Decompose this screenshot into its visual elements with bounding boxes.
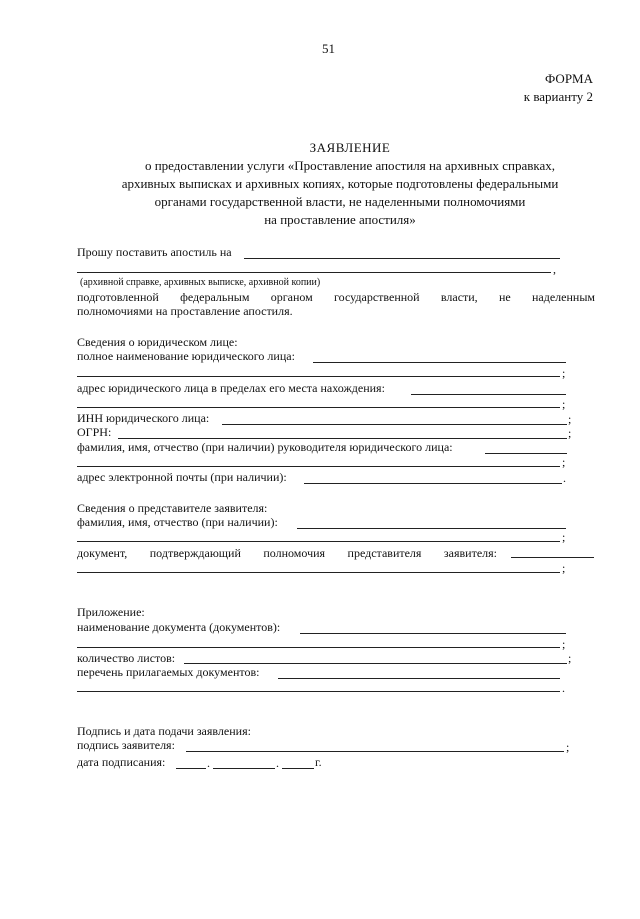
document-subtitle-line: архивных выписках и архивных копиях, которые подготовлены федеральными [121,176,559,191]
attachment-sheets-semicolon: ; [568,651,572,665]
request-label: Прошу поставить апостиль на [77,245,232,259]
head-name-field[interactable] [485,453,567,454]
attachment-doc-name-semicolon: ; [562,637,566,651]
full-name-semicolon: ; [562,366,566,380]
date-label: дата подписания: [77,755,166,769]
inn-label: ИНН юридического лица: [77,411,210,425]
page-number: 51 [322,41,335,56]
attachment-doc-name-field[interactable] [300,633,566,634]
representative-name-field-2[interactable] [77,541,560,542]
representative-document-field[interactable] [511,557,594,558]
request-hint: (архивной справке, архивных выписке, архивной копии) [80,277,321,288]
full-name-label: полное наименование юридического лица: [77,349,295,363]
request-text-line: подготовленной федеральным органом государственной власти, не наделенным [77,290,595,304]
address-semicolon: ; [562,397,566,411]
signature-semicolon: ; [566,740,570,754]
address-field-2[interactable] [77,407,560,408]
form-variant: к варианту 2 [523,89,593,104]
form-label: ФОРМА [545,71,593,86]
representative-document-field-2[interactable] [77,572,560,573]
request-comma: , [553,262,556,276]
attachment-doc-name-field-2[interactable] [77,647,560,648]
date-separator: . [207,756,210,770]
attachment-sheets-label: количество листов: [77,651,176,665]
attachment-doc-name-label: наименование документа (документов): [77,620,281,634]
email-period: . [563,471,566,485]
ogrn-label: ОГРН: [77,425,112,439]
ogrn-field[interactable] [118,438,567,439]
email-field[interactable] [304,483,562,484]
request-field-line-2[interactable] [77,272,551,273]
date-year-field[interactable] [282,768,314,769]
inn-semicolon: ; [568,412,572,426]
document-title: ЗАЯВЛЕНИЕ [309,140,391,155]
document-subtitle-line: о предоставлении услуги «Проставление апостиля на архивных справках, [144,158,556,173]
head-name-field-2[interactable] [77,466,560,467]
signature-label: подпись заявителя: [77,738,175,752]
full-name-field[interactable] [313,362,566,363]
attachment-list-label: перечень прилагаемых документов: [77,665,260,679]
date-day-field[interactable] [176,768,206,769]
request-text-line: полномочиями на проставление апостиля. [77,304,293,318]
document-subtitle-line: на проставление апостиля» [264,212,416,227]
date-separator: . [276,756,279,770]
ogrn-semicolon: ; [568,426,572,440]
attachment-list-period: . [562,681,565,695]
request-field-line[interactable] [244,258,560,259]
attachment-sheets-field[interactable] [184,663,567,664]
representative-document-label: документ, подтверждающий полномочия представителя заявителя: [77,546,497,560]
representative-heading: Сведения о представителе заявителя: [77,501,268,515]
attachment-list-field[interactable] [278,678,560,679]
representative-document-semicolon: ; [562,561,566,575]
address-field[interactable] [411,394,566,395]
date-month-field[interactable] [213,768,275,769]
attachment-heading: Приложение: [77,605,145,619]
full-name-field-2[interactable] [77,376,560,377]
representative-name-label: фамилия, имя, отчество (при наличии): [77,515,278,529]
email-label: адрес электронной почты (при наличии): [77,470,287,484]
head-name-label: фамилия, имя, отчество (при наличии) руководителя юридического лица: [77,440,453,454]
representative-name-field[interactable] [297,528,566,529]
signature-field[interactable] [186,751,564,752]
document-subtitle-line: органами государственной власти, не наделенными полномочиями [154,194,526,209]
signature-heading: Подпись и дата подачи заявления: [77,724,251,738]
address-label: адрес юридического лица в пределах его места нахождения: [77,381,385,395]
date-year-suffix: г. [315,755,322,769]
attachment-list-field-2[interactable] [77,691,560,692]
inn-field[interactable] [222,424,567,425]
head-name-semicolon: ; [562,455,566,469]
representative-name-semicolon: ; [562,530,566,544]
legal-entity-heading: Сведения о юридическом лице: [77,335,238,349]
